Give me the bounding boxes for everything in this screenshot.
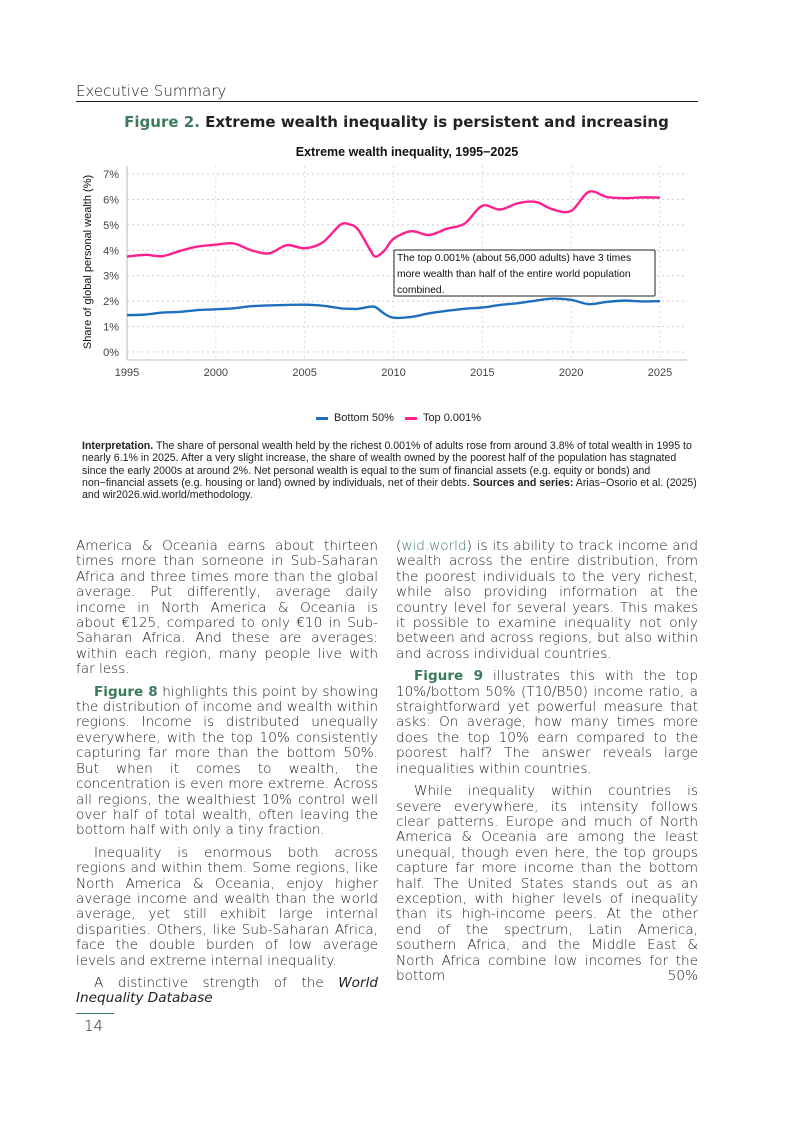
interpretation-label: Interpretation. — [82, 440, 154, 452]
paragraph: While inequality within countries is severe everywhere, its intensity follows clear patterns. Europe and much of North America & Oceania are among the least unequal, though even here, the top groups capture far more income than the bottom half. The United States stands out as an exception, with higher levels of inequality than its high-income peers. At the other end of the spectrum, Latin America, southern Africa, and the Middle East & North Africa combine low incomes for the bottom 50% — [396, 783, 698, 984]
legend-label-top0001: Top 0.001% — [422, 412, 482, 424]
y-axis-label: Share of global personal wealth (%) — [82, 174, 94, 350]
y-tick-label: 3% — [103, 270, 119, 283]
body-column-left — [76, 539, 378, 1014]
y-tick-label: 7% — [103, 169, 119, 181]
chart-title: Extreme wealth inequality, 1995−2025 — [295, 145, 519, 159]
paragraph-text: ) is its ability to track income and wealth across the entire distribution, from the poorest individuals to the very richest, while also providing information at the country level for several years. This makes it possible to examine inequality not only between and across regions, but also within and across individual countries. — [396, 538, 698, 662]
paragraph: America & Oceania earns about thirteen times more than someone in Sub-Saharan Africa and three times more than the global average. Put differently, average daily income in North America & Oceania is about €125, compared to only €10 in Sub-Saharan Africa. And these are averages: within each region, many people live with far less. — [76, 538, 378, 678]
figure-number: Figure 2. — [124, 113, 200, 131]
paragraph — [396, 539, 698, 662]
y-tick-label: 5% — [103, 219, 119, 232]
running-header: Executive Summary — [76, 82, 698, 102]
sources-text: Arias−Osorio et al. (2025) and wir2026.wid.world/methodology. — [82, 476, 697, 502]
y-tick-label: 4% — [103, 245, 119, 258]
paragraph — [396, 669, 698, 777]
annotation-box — [394, 250, 655, 297]
legend-label-bottom50: Bottom 50% — [333, 412, 394, 424]
interpretation-text: The share of personal wealth held by the richest 0.001% of adults rose from around 3.8% of total wealth in 1995 to nearly 6.1% in 2025. After a very slight increase, the share of wealth owned by the poorest half of the population has stagnated since the early 2000s at around 2%. Net personal wealth is equal to the sum of financial assets (e.g. equity or bonds) and non−financial assets (e.g. housing or land) owned by individuals, net of their debts. — [82, 440, 692, 489]
y-tick-label: 1% — [103, 321, 119, 334]
figure-9-link[interactable]: Figure 9 — [414, 668, 484, 685]
paragraph-text: illustrates this with the top 10%/bottom 50% (T10/B50) income ratio, a straightforward yet powerful measure that asks: On average, how many times more does the top 10% earn compared to the poorest half? The answer reveals large inequalities within countries. — [396, 668, 698, 777]
x-tick-label: 2025 — [647, 367, 673, 379]
x-tick-label: 2000 — [203, 367, 229, 379]
figure-note — [82, 440, 702, 501]
legend-swatch-bottom50 — [316, 417, 328, 420]
page-number-rule — [76, 1013, 114, 1014]
y-tick-label: 2% — [103, 296, 119, 309]
paragraph — [76, 685, 378, 839]
paragraph — [76, 976, 378, 1007]
paragraph-text: A distinctive strength of the — [94, 974, 339, 991]
paragraph: Inequality is enormous both across regions and within them. Some regions, like North America & Oceania, enjoy higher average income and wealth than the world average, yet still exhibit large internal disparities. Others, like Sub-Saharan Africa, face the double burden of low average levels and extreme internal inequality. — [76, 844, 378, 969]
page-number: 14 — [84, 1017, 104, 1035]
database-name-em: World Inequality Database — [76, 974, 378, 1007]
annotation-text: The top 0.001% (about 56,000 adults) have 3 times more wealth than half of the entire world population combined. — [397, 253, 632, 296]
legend-swatch-top0001 — [405, 417, 417, 420]
paragraph-text: highlights this point by showing the distribution of income and wealth within regions. Income is distributed unequally everywhere, with the top 10% consistently capturing far more than the bottom 50%. But when it comes to wealth, the concentration is even more extreme. Across all regions, the wealthiest 10% control well over half of total wealth, often leaving the bottom half with only a tiny fraction. — [76, 683, 379, 839]
paragraph-text: ( — [396, 538, 402, 554]
y-tick-label: 6% — [103, 194, 119, 207]
figure-8-link[interactable]: Figure 8 — [94, 683, 158, 700]
x-tick-label: 2020 — [558, 367, 584, 379]
figure-caption: Extreme wealth inequality is persistent and increasing — [205, 113, 669, 131]
x-tick-label: 1995 — [114, 367, 140, 379]
x-tick-label: 2015 — [470, 367, 495, 379]
figure-title — [0, 113, 793, 131]
body-column-right — [396, 539, 698, 991]
line-chart — [75, 138, 705, 408]
y-tick-label: 0% — [103, 347, 119, 359]
x-tick-label: 2010 — [381, 367, 406, 379]
sources-label: Sources and series: — [469, 476, 574, 489]
x-tick-label: 2005 — [292, 367, 317, 379]
chart-legend — [0, 412, 793, 424]
wid-world-link[interactable]: wid.world — [401, 538, 467, 554]
